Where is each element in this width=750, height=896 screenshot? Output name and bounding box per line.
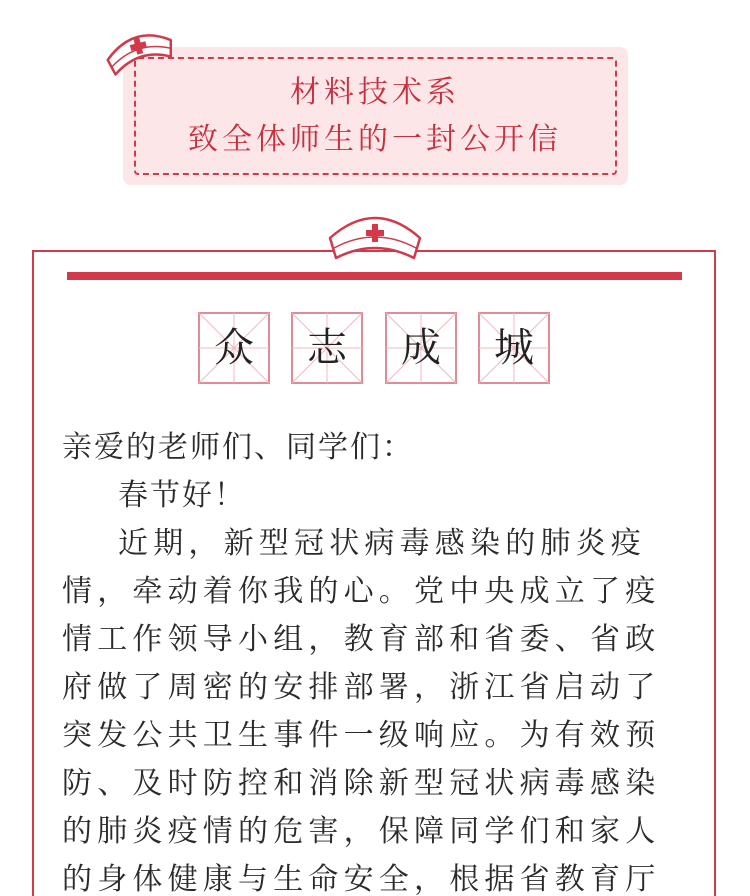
title-char-box (198, 312, 270, 384)
title-char: 城 (494, 325, 534, 371)
title-char-row (198, 312, 550, 384)
letter-line: 近期，新型冠状病毒感染的肺炎疫 (118, 526, 646, 561)
letter-line: 的身体健康与生命安全，根据省教育厅 (62, 862, 661, 896)
nurse-cap-center-icon (326, 204, 424, 266)
title-char-box (385, 312, 457, 384)
letter-line: 府做了周密的安排部署，浙江省启动了 (62, 670, 661, 705)
letter-salutation: 亲爱的老师们、同学们： (62, 430, 414, 465)
header-card (123, 47, 628, 185)
letter-body (62, 424, 692, 896)
letter-greeting: 春节好！ (118, 478, 246, 513)
header-department: 材料技术系 (290, 75, 460, 110)
title-char-box (291, 312, 363, 384)
letter-line: 的肺炎疫情的危害，保障同学们和家人 (62, 814, 661, 849)
title-char: 志 (307, 325, 347, 371)
header-title: 致全体师生的一封公开信 (188, 122, 562, 157)
letter-line: 情工作领导小组，教育部和省委、省政 (62, 622, 661, 657)
title-char: 众 (214, 325, 254, 371)
title-char-box (478, 312, 550, 384)
letter-line: 突发公共卫生事件一级响应。为有效预 (62, 718, 661, 753)
nurse-cap-icon (98, 18, 180, 80)
letter-frame-top-bar (67, 272, 682, 280)
letter-line: 防、及时防控和消除新型冠状病毒感染 (62, 766, 661, 801)
letter-line: 情，牵动着你我的心。党中央成立了疫 (62, 574, 661, 609)
title-char: 成 (401, 325, 441, 371)
